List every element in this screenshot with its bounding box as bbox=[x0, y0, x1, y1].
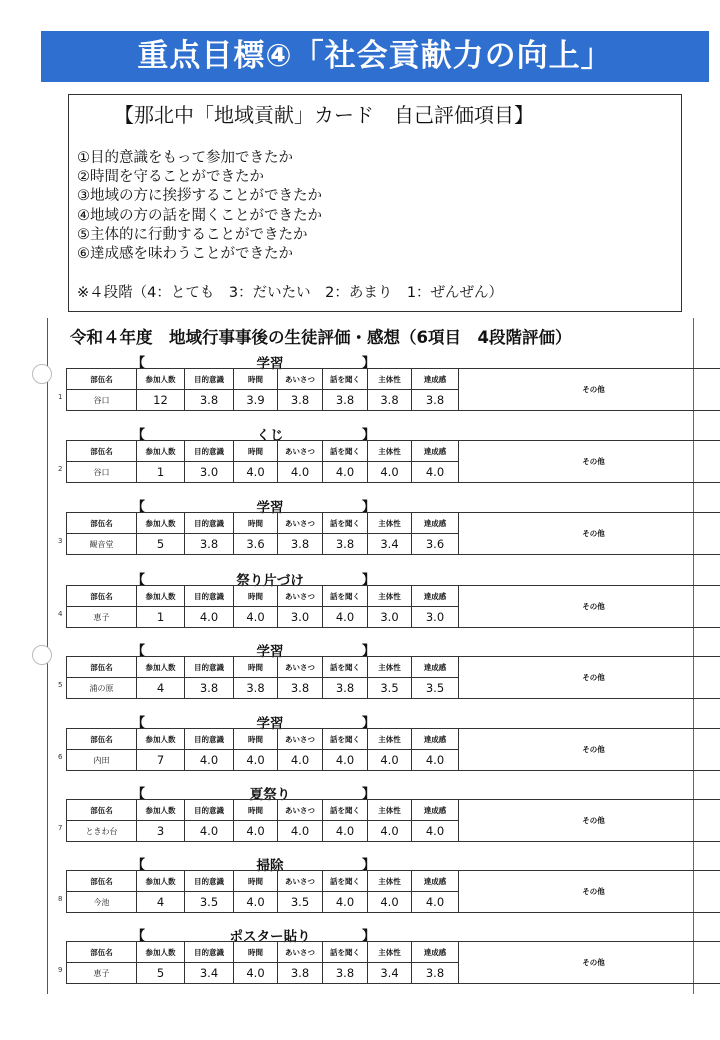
column-header: 話を聞く bbox=[323, 657, 368, 678]
event-section bbox=[60, 569, 686, 641]
score-cell: 3.8 bbox=[412, 963, 459, 984]
event-section bbox=[60, 496, 686, 568]
score-cell: 4.0 bbox=[234, 750, 278, 771]
score-table bbox=[66, 512, 720, 555]
column-header: あいさつ bbox=[278, 800, 323, 821]
header-row bbox=[67, 441, 720, 462]
column-header: 主体性 bbox=[368, 513, 412, 534]
score-cell: 3.8 bbox=[185, 534, 234, 555]
column-header: 時間 bbox=[234, 800, 278, 821]
punch-hole bbox=[32, 645, 52, 665]
score-table bbox=[66, 728, 720, 771]
column-header: 目的意識 bbox=[185, 729, 234, 750]
column-header: 目的意識 bbox=[185, 942, 234, 963]
dept-name: 今池 bbox=[67, 892, 137, 913]
column-header: 時間 bbox=[234, 729, 278, 750]
criteria-item: ⑥達成感を味わうことができたか bbox=[77, 246, 293, 263]
column-header: 話を聞く bbox=[323, 800, 368, 821]
score-cell: 3.5 bbox=[368, 678, 412, 699]
score-cell: 4.0 bbox=[234, 892, 278, 913]
column-header: 参加人数 bbox=[137, 871, 185, 892]
dept-name: 谷口 bbox=[67, 462, 137, 483]
column-header: 話を聞く bbox=[323, 586, 368, 607]
score-cell: 4.0 bbox=[185, 821, 234, 842]
bracket-close: 】 bbox=[362, 787, 376, 802]
score-cell: 3.8 bbox=[278, 963, 323, 984]
header-row bbox=[67, 657, 720, 678]
bracket-open: 【 bbox=[132, 858, 146, 873]
score-cell: 4.0 bbox=[323, 607, 368, 628]
header-row bbox=[67, 942, 720, 963]
score-table bbox=[66, 941, 720, 984]
score-table bbox=[66, 870, 720, 913]
column-header: 話を聞く bbox=[323, 441, 368, 462]
header-row bbox=[67, 513, 720, 534]
score-cell: 3.8 bbox=[323, 390, 368, 411]
column-header: 部伍名 bbox=[67, 369, 137, 390]
column-header: あいさつ bbox=[278, 942, 323, 963]
column-header: 達成感 bbox=[412, 871, 459, 892]
event-section bbox=[60, 783, 686, 855]
column-header-other: その他 bbox=[459, 441, 720, 483]
column-header: あいさつ bbox=[278, 729, 323, 750]
column-header: 部伍名 bbox=[67, 513, 137, 534]
event-section bbox=[60, 640, 686, 712]
event-section bbox=[60, 424, 686, 496]
bracket-close: 】 bbox=[362, 428, 376, 443]
event-section bbox=[60, 925, 686, 997]
row-number: 8 bbox=[58, 895, 63, 903]
criteria-item: ⑤主体的に行動することができたか bbox=[77, 226, 308, 243]
column-header: あいさつ bbox=[278, 586, 323, 607]
score-cell: 4.0 bbox=[185, 607, 234, 628]
bracket-close: 】 bbox=[362, 716, 376, 731]
score-cell: 3.8 bbox=[185, 390, 234, 411]
page-title: 重点目標④「社会貢献力の向上」 bbox=[137, 38, 613, 74]
score-cell: 4.0 bbox=[412, 462, 459, 483]
header-row bbox=[67, 369, 720, 390]
criteria-item: ②時間を守ることができたか bbox=[77, 169, 264, 186]
column-header: 部伍名 bbox=[67, 871, 137, 892]
column-header: 主体性 bbox=[368, 657, 412, 678]
score-cell: 3.5 bbox=[185, 892, 234, 913]
dept-name: 内田 bbox=[67, 750, 137, 771]
criteria-list bbox=[77, 149, 322, 264]
column-header: 達成感 bbox=[412, 441, 459, 462]
column-header: 参加人数 bbox=[137, 729, 185, 750]
column-header: 達成感 bbox=[412, 657, 459, 678]
column-header: 主体性 bbox=[368, 586, 412, 607]
participant-count: 1 bbox=[137, 607, 185, 628]
score-table bbox=[66, 799, 720, 842]
criteria-item: ③地域の方に挨拶することができたか bbox=[77, 188, 322, 205]
column-header: 主体性 bbox=[368, 729, 412, 750]
column-header: 時間 bbox=[234, 942, 278, 963]
score-table bbox=[66, 585, 720, 628]
column-header: 達成感 bbox=[412, 729, 459, 750]
dept-name: 浦の原 bbox=[67, 678, 137, 699]
score-cell: 3.5 bbox=[412, 678, 459, 699]
bracket-open: 【 bbox=[132, 644, 146, 659]
column-header: 時間 bbox=[234, 369, 278, 390]
event-name: 学習 bbox=[256, 356, 284, 372]
row-number: 6 bbox=[58, 753, 63, 761]
score-cell: 4.0 bbox=[278, 821, 323, 842]
column-header-other: その他 bbox=[459, 513, 720, 555]
column-header: 部伍名 bbox=[67, 942, 137, 963]
column-header: 参加人数 bbox=[137, 441, 185, 462]
header-row bbox=[67, 586, 720, 607]
score-cell: 4.0 bbox=[368, 750, 412, 771]
score-cell: 4.0 bbox=[412, 750, 459, 771]
score-cell: 3.8 bbox=[278, 678, 323, 699]
column-header: 時間 bbox=[234, 586, 278, 607]
column-header: 達成感 bbox=[412, 586, 459, 607]
row-number: 5 bbox=[58, 681, 63, 689]
score-cell: 3.8 bbox=[412, 390, 459, 411]
column-header: 部伍名 bbox=[67, 800, 137, 821]
column-header: 時間 bbox=[234, 513, 278, 534]
column-header: 時間 bbox=[234, 871, 278, 892]
column-header: 目的意識 bbox=[185, 657, 234, 678]
column-header: 話を聞く bbox=[323, 369, 368, 390]
score-cell: 3.8 bbox=[278, 390, 323, 411]
score-cell: 3.0 bbox=[185, 462, 234, 483]
criteria-item: ④地域の方の話を聞くことができたか bbox=[77, 207, 322, 224]
score-table bbox=[66, 368, 720, 411]
column-header: 目的意識 bbox=[185, 513, 234, 534]
column-header: 参加人数 bbox=[137, 657, 185, 678]
header-row bbox=[67, 800, 720, 821]
row-number: 9 bbox=[58, 966, 63, 974]
column-header-other: その他 bbox=[459, 586, 720, 628]
event-name: 学習 bbox=[256, 500, 284, 516]
participant-count: 7 bbox=[137, 750, 185, 771]
column-header: 参加人数 bbox=[137, 942, 185, 963]
score-cell: 3.8 bbox=[323, 534, 368, 555]
participant-count: 3 bbox=[137, 821, 185, 842]
score-cell: 3.4 bbox=[368, 534, 412, 555]
column-header: 達成感 bbox=[412, 942, 459, 963]
column-header: あいさつ bbox=[278, 871, 323, 892]
header-row bbox=[67, 871, 720, 892]
dept-name: 恵子 bbox=[67, 963, 137, 984]
score-cell: 3.0 bbox=[278, 607, 323, 628]
score-cell: 3.4 bbox=[368, 963, 412, 984]
column-header: あいさつ bbox=[278, 513, 323, 534]
bracket-close: 】 bbox=[362, 644, 376, 659]
score-cell: 4.0 bbox=[323, 821, 368, 842]
bracket-close: 】 bbox=[362, 573, 376, 588]
column-header: 主体性 bbox=[368, 441, 412, 462]
column-header: 参加人数 bbox=[137, 800, 185, 821]
column-header-other: その他 bbox=[459, 657, 720, 699]
participant-count: 1 bbox=[137, 462, 185, 483]
column-header-other: その他 bbox=[459, 369, 720, 411]
criteria-title: 【那北中「地域貢献」カード 自己評価項目】 bbox=[114, 103, 534, 127]
event-name: 祭り片づけ bbox=[236, 573, 304, 589]
bracket-close: 】 bbox=[362, 356, 376, 371]
bracket-close: 】 bbox=[362, 858, 376, 873]
score-cell: 3.6 bbox=[412, 534, 459, 555]
score-cell: 4.0 bbox=[278, 462, 323, 483]
score-cell: 4.0 bbox=[234, 821, 278, 842]
score-table bbox=[66, 440, 720, 483]
score-cell: 4.0 bbox=[234, 607, 278, 628]
column-header: 達成感 bbox=[412, 800, 459, 821]
score-cell: 3.8 bbox=[323, 963, 368, 984]
column-header: 部伍名 bbox=[67, 729, 137, 750]
participant-count: 4 bbox=[137, 678, 185, 699]
score-table bbox=[66, 656, 720, 699]
column-header: 目的意識 bbox=[185, 800, 234, 821]
column-header: 目的意識 bbox=[185, 871, 234, 892]
column-header: 目的意識 bbox=[185, 441, 234, 462]
participant-count: 4 bbox=[137, 892, 185, 913]
column-header-other: その他 bbox=[459, 800, 720, 842]
event-name: 学習 bbox=[256, 644, 284, 660]
criteria-item: ①目的意識をもって参加できたか bbox=[77, 150, 293, 166]
column-header-other: その他 bbox=[459, 942, 720, 984]
column-header: 参加人数 bbox=[137, 513, 185, 534]
column-header: 主体性 bbox=[368, 800, 412, 821]
column-header: あいさつ bbox=[278, 369, 323, 390]
score-cell: 3.8 bbox=[185, 678, 234, 699]
column-header: 目的意識 bbox=[185, 369, 234, 390]
column-header: あいさつ bbox=[278, 657, 323, 678]
score-cell: 4.0 bbox=[185, 750, 234, 771]
event-name: くじ bbox=[256, 428, 284, 444]
participant-count: 5 bbox=[137, 963, 185, 984]
column-header: 話を聞く bbox=[323, 513, 368, 534]
score-cell: 3.8 bbox=[234, 678, 278, 699]
event-name: 掃除 bbox=[256, 858, 284, 874]
event-name: 学習 bbox=[256, 716, 284, 732]
column-header: 目的意識 bbox=[185, 586, 234, 607]
dept-name: ときわ台 bbox=[67, 821, 137, 842]
column-header: 部伍名 bbox=[67, 657, 137, 678]
criteria-box bbox=[68, 94, 682, 312]
row-number: 3 bbox=[58, 537, 63, 545]
score-cell: 3.6 bbox=[234, 534, 278, 555]
score-cell: 4.0 bbox=[234, 462, 278, 483]
score-cell: 4.0 bbox=[278, 750, 323, 771]
score-cell: 3.4 bbox=[185, 963, 234, 984]
column-header: 時間 bbox=[234, 441, 278, 462]
column-header: 部伍名 bbox=[67, 586, 137, 607]
bracket-open: 【 bbox=[132, 929, 146, 944]
score-cell: 3.5 bbox=[278, 892, 323, 913]
event-name: ポスター貼り bbox=[229, 929, 311, 945]
event-name: 夏祭り bbox=[249, 787, 291, 803]
column-header-other: その他 bbox=[459, 729, 720, 771]
event-section bbox=[60, 712, 686, 784]
dept-name: 恵子 bbox=[67, 607, 137, 628]
bracket-open: 【 bbox=[132, 356, 146, 371]
participant-count: 5 bbox=[137, 534, 185, 555]
column-header: 話を聞く bbox=[323, 729, 368, 750]
bracket-open: 【 bbox=[132, 573, 146, 588]
score-cell: 3.0 bbox=[368, 607, 412, 628]
column-header: 時間 bbox=[234, 657, 278, 678]
column-header: あいさつ bbox=[278, 441, 323, 462]
dept-name: 観音堂 bbox=[67, 534, 137, 555]
column-header: 主体性 bbox=[368, 871, 412, 892]
score-cell: 4.0 bbox=[323, 750, 368, 771]
column-header: 主体性 bbox=[368, 942, 412, 963]
score-cell: 4.0 bbox=[412, 821, 459, 842]
punch-hole bbox=[32, 364, 52, 384]
column-header: 参加人数 bbox=[137, 369, 185, 390]
score-cell: 4.0 bbox=[368, 462, 412, 483]
column-header: 部伍名 bbox=[67, 441, 137, 462]
score-cell: 3.8 bbox=[278, 534, 323, 555]
column-header-other: その他 bbox=[459, 871, 720, 913]
column-header: 主体性 bbox=[368, 369, 412, 390]
bracket-open: 【 bbox=[132, 787, 146, 802]
score-cell: 4.0 bbox=[323, 892, 368, 913]
score-cell: 3.8 bbox=[368, 390, 412, 411]
bracket-close: 】 bbox=[362, 500, 376, 515]
event-section bbox=[60, 352, 686, 424]
bracket-close: 】 bbox=[362, 929, 376, 944]
column-header: 話を聞く bbox=[323, 942, 368, 963]
column-header: 達成感 bbox=[412, 369, 459, 390]
score-cell: 4.0 bbox=[412, 892, 459, 913]
score-cell: 4.0 bbox=[368, 821, 412, 842]
row-number: 4 bbox=[58, 610, 63, 618]
score-cell: 3.8 bbox=[323, 678, 368, 699]
score-cell: 4.0 bbox=[323, 462, 368, 483]
participant-count: 12 bbox=[137, 390, 185, 411]
column-header: 達成感 bbox=[412, 513, 459, 534]
score-cell: 3.9 bbox=[234, 390, 278, 411]
event-section bbox=[60, 854, 686, 926]
bracket-open: 【 bbox=[132, 500, 146, 515]
row-number: 7 bbox=[58, 824, 63, 832]
bracket-open: 【 bbox=[132, 428, 146, 443]
header-row bbox=[67, 729, 720, 750]
scale-note: ※４段階（4：とても 3：だいたい 2：あまり 1：ぜんぜん） bbox=[77, 285, 504, 301]
score-cell: 3.0 bbox=[412, 607, 459, 628]
row-number: 1 bbox=[58, 393, 63, 401]
score-cell: 4.0 bbox=[368, 892, 412, 913]
dept-name: 谷口 bbox=[67, 390, 137, 411]
survey-title: 令和４年度 地域行事事後の生徒評価・感想（6項目 4段階評価） bbox=[70, 328, 572, 347]
column-header: 参加人数 bbox=[137, 586, 185, 607]
column-header: 話を聞く bbox=[323, 871, 368, 892]
row-number: 2 bbox=[58, 465, 63, 473]
page-title-banner bbox=[41, 31, 709, 82]
score-cell: 4.0 bbox=[234, 963, 278, 984]
bracket-open: 【 bbox=[132, 716, 146, 731]
